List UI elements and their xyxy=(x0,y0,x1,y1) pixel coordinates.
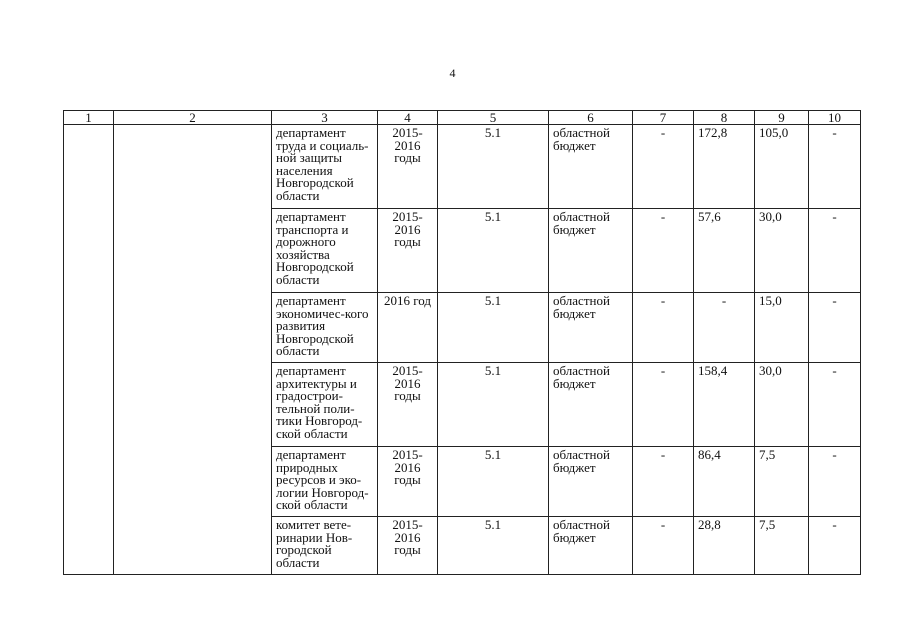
budget-table xyxy=(63,110,861,575)
col9-cell: 7,5 xyxy=(755,517,809,575)
period-cell: 2015-2016 годы xyxy=(378,447,438,517)
table-row xyxy=(64,125,861,209)
header-cell: 5 xyxy=(438,111,549,125)
col7-cell: - xyxy=(633,125,694,209)
department-cell: департамент архитектуры и градострои-тельной поли-тики Новгород-ской области xyxy=(272,363,378,447)
col9-cell: 30,0 xyxy=(755,363,809,447)
col8-cell: - xyxy=(694,293,755,363)
period-cell: 2015-2016 годы xyxy=(378,209,438,293)
header-cell: 4 xyxy=(378,111,438,125)
page-number: 4 xyxy=(449,66,456,80)
col7-cell: - xyxy=(633,447,694,517)
col7-cell: - xyxy=(633,363,694,447)
header-cell: 7 xyxy=(633,111,694,125)
header-row xyxy=(64,111,861,125)
period-cell: 2015-2016 годы xyxy=(378,125,438,209)
source-cell: областной бюджет xyxy=(549,293,633,363)
col10-cell: - xyxy=(809,517,861,575)
col10-cell: - xyxy=(809,447,861,517)
period-cell: 2015-2016 годы xyxy=(378,517,438,575)
col8-cell: 158,4 xyxy=(694,363,755,447)
col9-cell: 7,5 xyxy=(755,447,809,517)
task-cell: 5.1 xyxy=(438,447,549,517)
period-cell: 2016 год xyxy=(378,293,438,363)
task-cell: 5.1 xyxy=(438,125,549,209)
col10-cell: - xyxy=(809,209,861,293)
source-cell: областной бюджет xyxy=(549,125,633,209)
header-cell: 1 xyxy=(64,111,114,125)
col10-cell: - xyxy=(809,293,861,363)
header-cell: 9 xyxy=(755,111,809,125)
col7-cell: - xyxy=(633,517,694,575)
source-cell: областной бюджет xyxy=(549,447,633,517)
period-cell: 2015-2016 годы xyxy=(378,363,438,447)
col8-cell: 57,6 xyxy=(694,209,755,293)
department-cell: департамент труда и социаль-ной защиты населения Новгородской области xyxy=(272,125,378,209)
header-cell: 8 xyxy=(694,111,755,125)
header-cell: 10 xyxy=(809,111,861,125)
header-cell: 3 xyxy=(272,111,378,125)
header-cell: 2 xyxy=(114,111,272,125)
source-cell: областной бюджет xyxy=(549,209,633,293)
col8-cell: 172,8 xyxy=(694,125,755,209)
col9-cell: 15,0 xyxy=(755,293,809,363)
department-cell: департамент транспорта и дорожного хозяйства Новгородской области xyxy=(272,209,378,293)
task-cell: 5.1 xyxy=(438,517,549,575)
col10-cell: - xyxy=(809,125,861,209)
col8-cell: 28,8 xyxy=(694,517,755,575)
department-cell: департамент экономичес-кого развития Новгородской области xyxy=(272,293,378,363)
task-cell: 5.1 xyxy=(438,363,549,447)
col8-cell: 86,4 xyxy=(694,447,755,517)
source-cell: областной бюджет xyxy=(549,517,633,575)
task-cell: 5.1 xyxy=(438,209,549,293)
col10-cell: - xyxy=(809,363,861,447)
department-cell: департамент природных ресурсов и эко-логии Новгород-ской области xyxy=(272,447,378,517)
col9-cell: 105,0 xyxy=(755,125,809,209)
col7-cell: - xyxy=(633,293,694,363)
department-cell: комитет вете-ринарии Нов-городской области xyxy=(272,517,378,575)
col9-cell: 30,0 xyxy=(755,209,809,293)
task-cell: 5.1 xyxy=(438,293,549,363)
col2-empty-cell xyxy=(114,125,272,575)
source-cell: областной бюджет xyxy=(549,363,633,447)
col7-cell: - xyxy=(633,209,694,293)
header-cell: 6 xyxy=(549,111,633,125)
col1-empty-cell xyxy=(64,125,114,575)
